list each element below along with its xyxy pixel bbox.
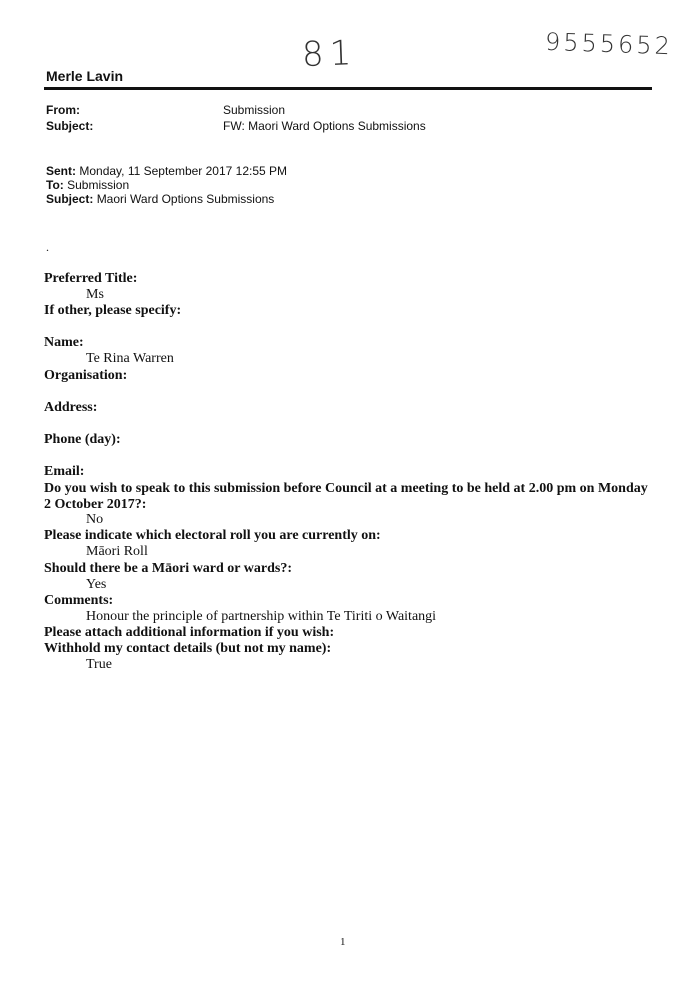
subject-label: Subject:: [46, 119, 94, 133]
maori-ward-answer: Yes: [86, 577, 107, 592]
sent-line: [46, 164, 287, 178]
maori-ward-question: Should there be a Māori ward or wards?:: [44, 561, 292, 576]
sent-value: Monday, 11 September 2017 12:55 PM: [79, 164, 288, 178]
from-label: From:: [46, 103, 80, 117]
speak-question: Do you wish to speak to this submission before Council at a meeting to be held at 2.00 pm on Monday 2 October 2017?:: [44, 481, 648, 512]
organisation-question: Organisation:: [44, 368, 128, 383]
name-question: Name:: [44, 335, 84, 350]
to-line: [46, 178, 129, 192]
electoral-roll-answer: Māori Roll: [86, 544, 148, 559]
electoral-roll-question: Please indicate which electoral roll you are currently on:: [44, 528, 381, 543]
comments-answer: Honour the principle of partnership within Te Tiriti o Waitangi: [86, 609, 437, 624]
original-subject-value: Maori Ward Options Submissions: [96, 192, 275, 206]
name-answer: Te Rina Warren: [86, 351, 174, 366]
phone-question: Phone (day):: [44, 432, 121, 447]
handwritten-document-id: 9555652: [544, 27, 674, 61]
comments-question: Comments:: [44, 593, 114, 608]
subject-value: FW: Maori Ward Options Submissions: [223, 119, 426, 133]
sender-name: Merle Lavin: [46, 68, 124, 84]
withhold-answer: True: [86, 657, 112, 672]
email-question: Email:: [44, 464, 85, 479]
header-divider: [44, 87, 652, 90]
original-subject-line: [46, 192, 274, 206]
preferred-title-question: Preferred Title:: [44, 271, 138, 286]
preferred-title-answer: Ms: [86, 287, 104, 302]
to-value: Submission: [67, 178, 130, 192]
attach-question: Please attach additional information if you wish:: [44, 625, 335, 640]
handwritten-number: 81: [301, 33, 358, 75]
to-label: To:: [46, 178, 64, 192]
sent-label: Sent:: [46, 164, 76, 178]
page-number: 1: [340, 936, 346, 948]
stray-dot: .: [46, 240, 49, 254]
from-value: Submission: [223, 103, 286, 117]
original-subject-label: Subject:: [46, 192, 94, 206]
speak-answer: No: [86, 512, 104, 527]
withhold-question: Withhold my contact details (but not my name):: [44, 641, 332, 656]
address-question: Address:: [44, 400, 98, 415]
other-specify-question: If other, please specify:: [44, 303, 182, 318]
